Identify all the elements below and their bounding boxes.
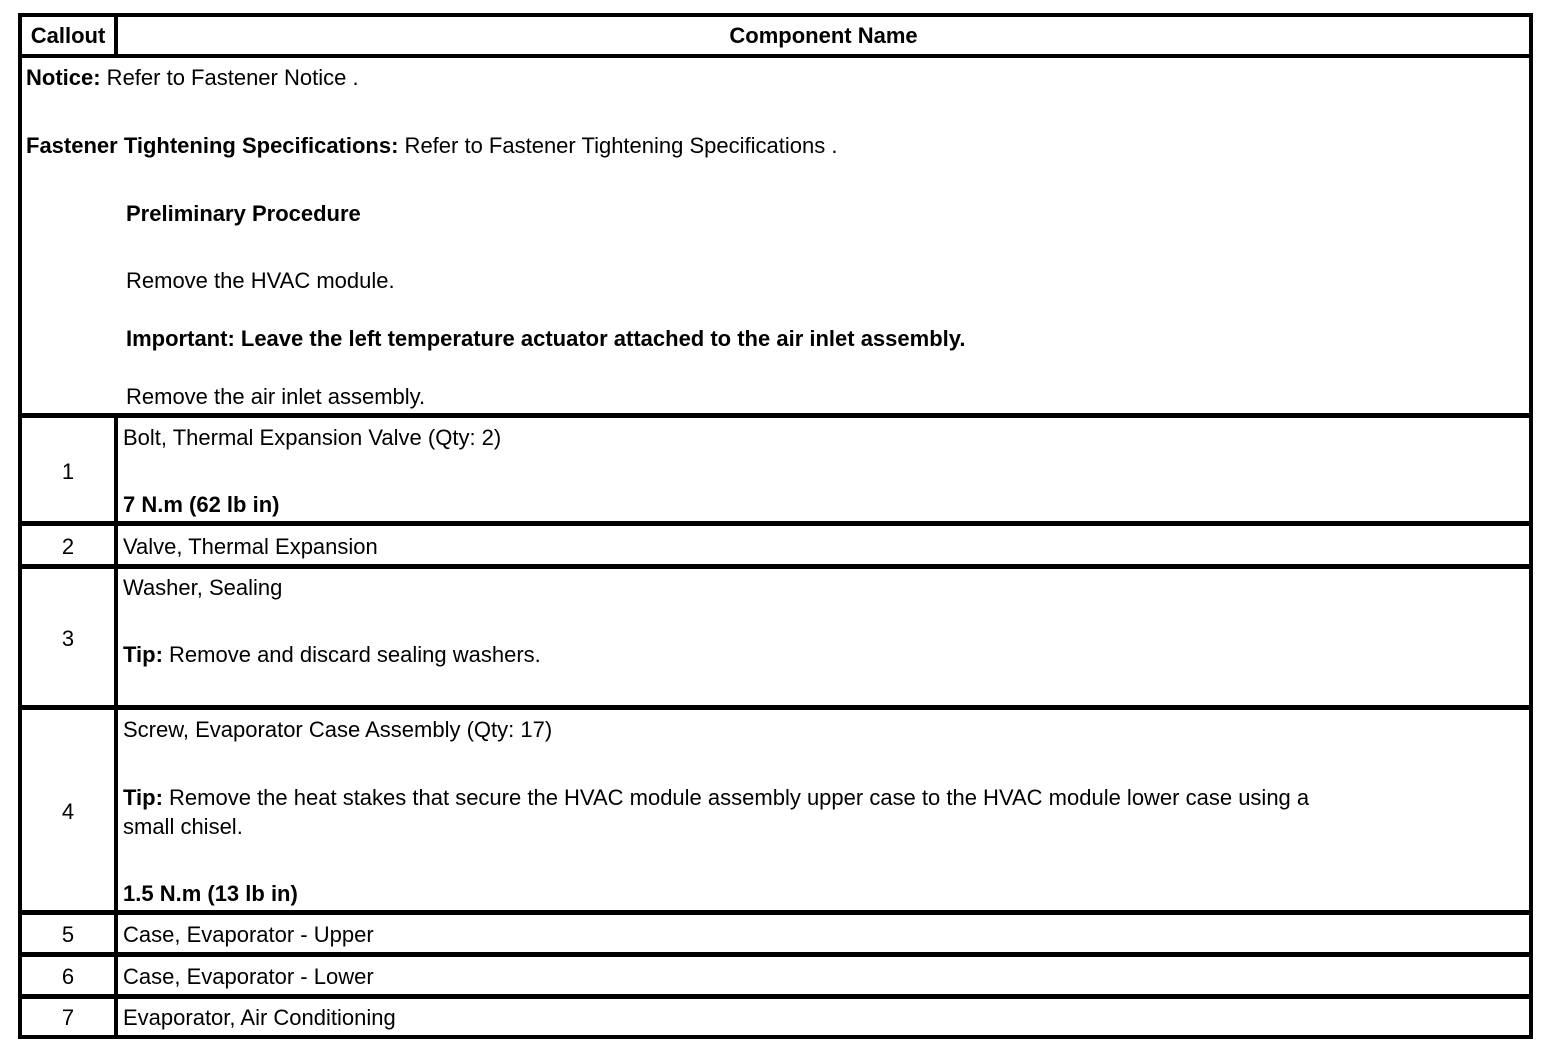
notice-line	[26, 63, 359, 92]
preliminary-step-1: Remove the HVAC module.	[126, 268, 395, 293]
callout-2: 2	[61, 534, 75, 559]
fastener-spec-line	[26, 131, 837, 160]
important-note: Important: Leave the left temperature actuator attached to the air inlet assembly.	[126, 326, 966, 351]
rule-row5-bottom	[18, 952, 1533, 957]
callout-5: 5	[61, 922, 75, 947]
row-4-tip	[123, 783, 1309, 812]
notice-text: Refer to Fastener Notice .	[100, 65, 359, 90]
rule-row2-bottom	[18, 564, 1533, 569]
row-4-tip-continued: small chisel.	[123, 814, 243, 839]
row-3-tip	[123, 640, 541, 669]
row-4-tip-text: Remove the heat stakes that secure the HVAC module assembly upper case to the HVAC module lower case using a	[162, 785, 1310, 810]
row-4-name: Screw, Evaporator Case Assembly (Qty: 17)	[123, 717, 553, 742]
callout-3: 3	[61, 626, 75, 651]
callout-1: 1	[61, 459, 75, 484]
row-2-name: Valve, Thermal Expansion	[123, 534, 378, 559]
preliminary-step-2: Remove the air inlet assembly.	[126, 384, 426, 409]
row-4-torque: 1.5 N.m (13 lb in)	[123, 881, 298, 906]
row-7-name: Evaporator, Air Conditioning	[123, 1005, 396, 1030]
rule-left	[18, 13, 22, 1039]
header-callout: Callout	[30, 23, 106, 48]
header-component-name: Component Name	[729, 23, 918, 48]
row-3-tip-label: Tip:	[123, 642, 163, 667]
callout-4: 4	[61, 799, 75, 824]
rule-row1-bottom	[18, 521, 1533, 526]
preliminary-heading: Preliminary Procedure	[126, 201, 361, 226]
rule-bottom	[18, 1035, 1533, 1039]
rule-right	[1529, 13, 1533, 1039]
row-6-name: Case, Evaporator - Lower	[123, 964, 374, 989]
callout-7: 7	[61, 1005, 75, 1030]
rule-header-bottom	[18, 54, 1533, 58]
row-4-tip-label: Tip:	[123, 785, 163, 810]
rule-intro-bottom	[18, 413, 1533, 418]
callout-6: 6	[61, 964, 75, 989]
fastener-spec-text: Refer to Fastener Tightening Specifications .	[398, 133, 838, 158]
row-5-name: Case, Evaporator - Upper	[123, 922, 374, 947]
row-3-tip-text: Remove and discard sealing washers.	[162, 642, 541, 667]
rule-row4-bottom	[18, 910, 1533, 915]
rule-col-divider-rows	[114, 413, 118, 1039]
rule-top	[18, 13, 1533, 17]
notice-label: Notice:	[26, 65, 101, 90]
fastener-spec-label: Fastener Tightening Specifications:	[26, 133, 399, 158]
row-1-torque: 7 N.m (62 lb in)	[123, 492, 280, 517]
row-3-name: Washer, Sealing	[123, 575, 283, 600]
rule-row6-bottom	[18, 994, 1533, 999]
row-1-name: Bolt, Thermal Expansion Valve (Qty: 2)	[123, 425, 502, 450]
rule-row3-bottom	[18, 705, 1533, 710]
